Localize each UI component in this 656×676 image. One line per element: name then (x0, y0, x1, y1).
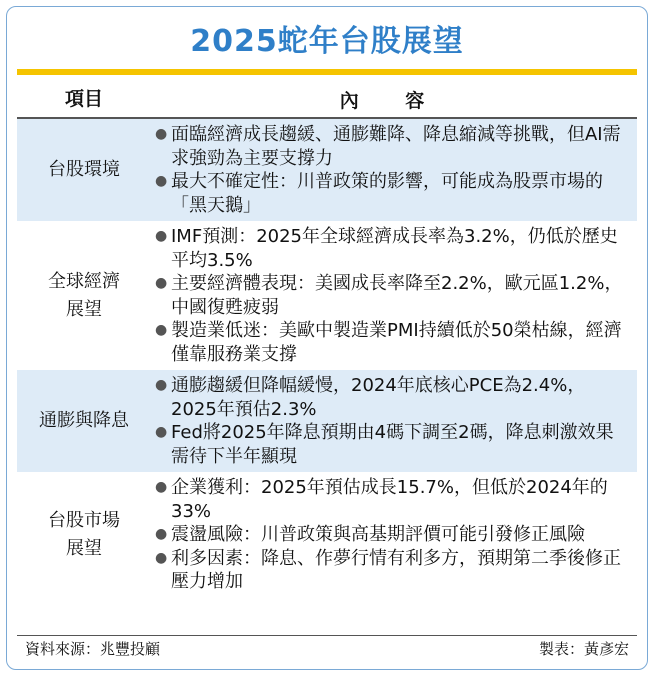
bullet-text: 製造業低迷：美歐中製造業PMI持續低於50榮枯線，經濟僅靠服務業支撐 (171, 320, 622, 365)
bullet-icon: ● (155, 549, 168, 566)
table-header (17, 81, 637, 119)
list-item (155, 319, 629, 366)
list-item (155, 225, 629, 272)
infographic-card (6, 6, 648, 670)
bullet-text: 利多因素：降息、作夢行情有利多方，預期第二季後修正壓力增加 (171, 547, 621, 592)
bullet-text: 主要經濟體表現：美國成長率降至2.2%，歐元區1.2%，中國復甦疲弱 (171, 273, 623, 318)
header-content: 內 容 (339, 89, 445, 112)
list-item (155, 123, 629, 170)
table-row (17, 370, 637, 472)
table-row (17, 472, 637, 598)
list-item (155, 374, 629, 421)
bullet-icon: ● (155, 424, 168, 440)
bullet-text: 最大不確定性：川普政策的影響，可能成為股票市場的「黑天鵝」 (171, 171, 603, 216)
bullet-icon: ● (155, 228, 168, 244)
maker-note: 製表：黃彥宏 (538, 640, 629, 658)
row-item-label (17, 221, 151, 370)
header-item: 項目 (64, 88, 103, 110)
bullet-text: Fed將2025年降息預期由4碼下調至2碼，降息刺激效果需待下半年顯現 (171, 422, 614, 467)
row-item-text: 全球經濟展望 (48, 270, 120, 320)
row-item-label (17, 472, 151, 598)
bullet-text: 企業獲利：2025年預估成長15.7%，但低於2024年的33% (171, 477, 608, 522)
bullet-text: 面臨經濟成長趨緩、通膨難降、降息縮減等挑戰，但AI需求強勁為主要支撐力 (171, 124, 621, 169)
row-content (151, 472, 637, 598)
list-item (155, 476, 629, 523)
row-item-text: 台股市場展望 (48, 509, 120, 559)
bullet-icon: ● (155, 126, 168, 142)
table-row (17, 221, 637, 370)
source-note: 資料來源：兆豐投顧 (25, 640, 161, 658)
bullet-icon: ● (155, 479, 168, 495)
footer (17, 635, 637, 661)
list-item (155, 170, 629, 217)
table-row (17, 119, 637, 221)
bullet-icon: ● (155, 526, 168, 542)
page-title: 2025蛇年台股展望 (190, 24, 464, 59)
row-content (151, 119, 637, 221)
bullet-icon: ● (155, 322, 168, 338)
row-item-label: 通膨與降息 (17, 370, 151, 472)
list-item (155, 523, 629, 547)
bullet-icon: ● (155, 275, 168, 291)
bullet-icon: ● (155, 377, 168, 393)
bullet-text: 震盪風險：川普政策與高基期評價可能引發修正風險 (171, 524, 585, 545)
bullet-text: 通膨趨緩但降幅緩慢，2024年底核心PCE為2.4%，2025年預估2.3% (171, 375, 586, 420)
row-item-label: 台股環境 (17, 119, 151, 221)
row-content (151, 221, 637, 370)
list-item (155, 272, 629, 319)
bullet-icon: ● (155, 173, 168, 189)
title-divider (17, 69, 637, 75)
list-item (155, 547, 629, 594)
list-item (155, 421, 629, 468)
outlook-table (17, 81, 637, 598)
row-content (151, 370, 637, 472)
bullet-text: IMF預測：2025年全球經濟成長率為3.2%，仍低於歷史平均3.5% (171, 226, 618, 271)
